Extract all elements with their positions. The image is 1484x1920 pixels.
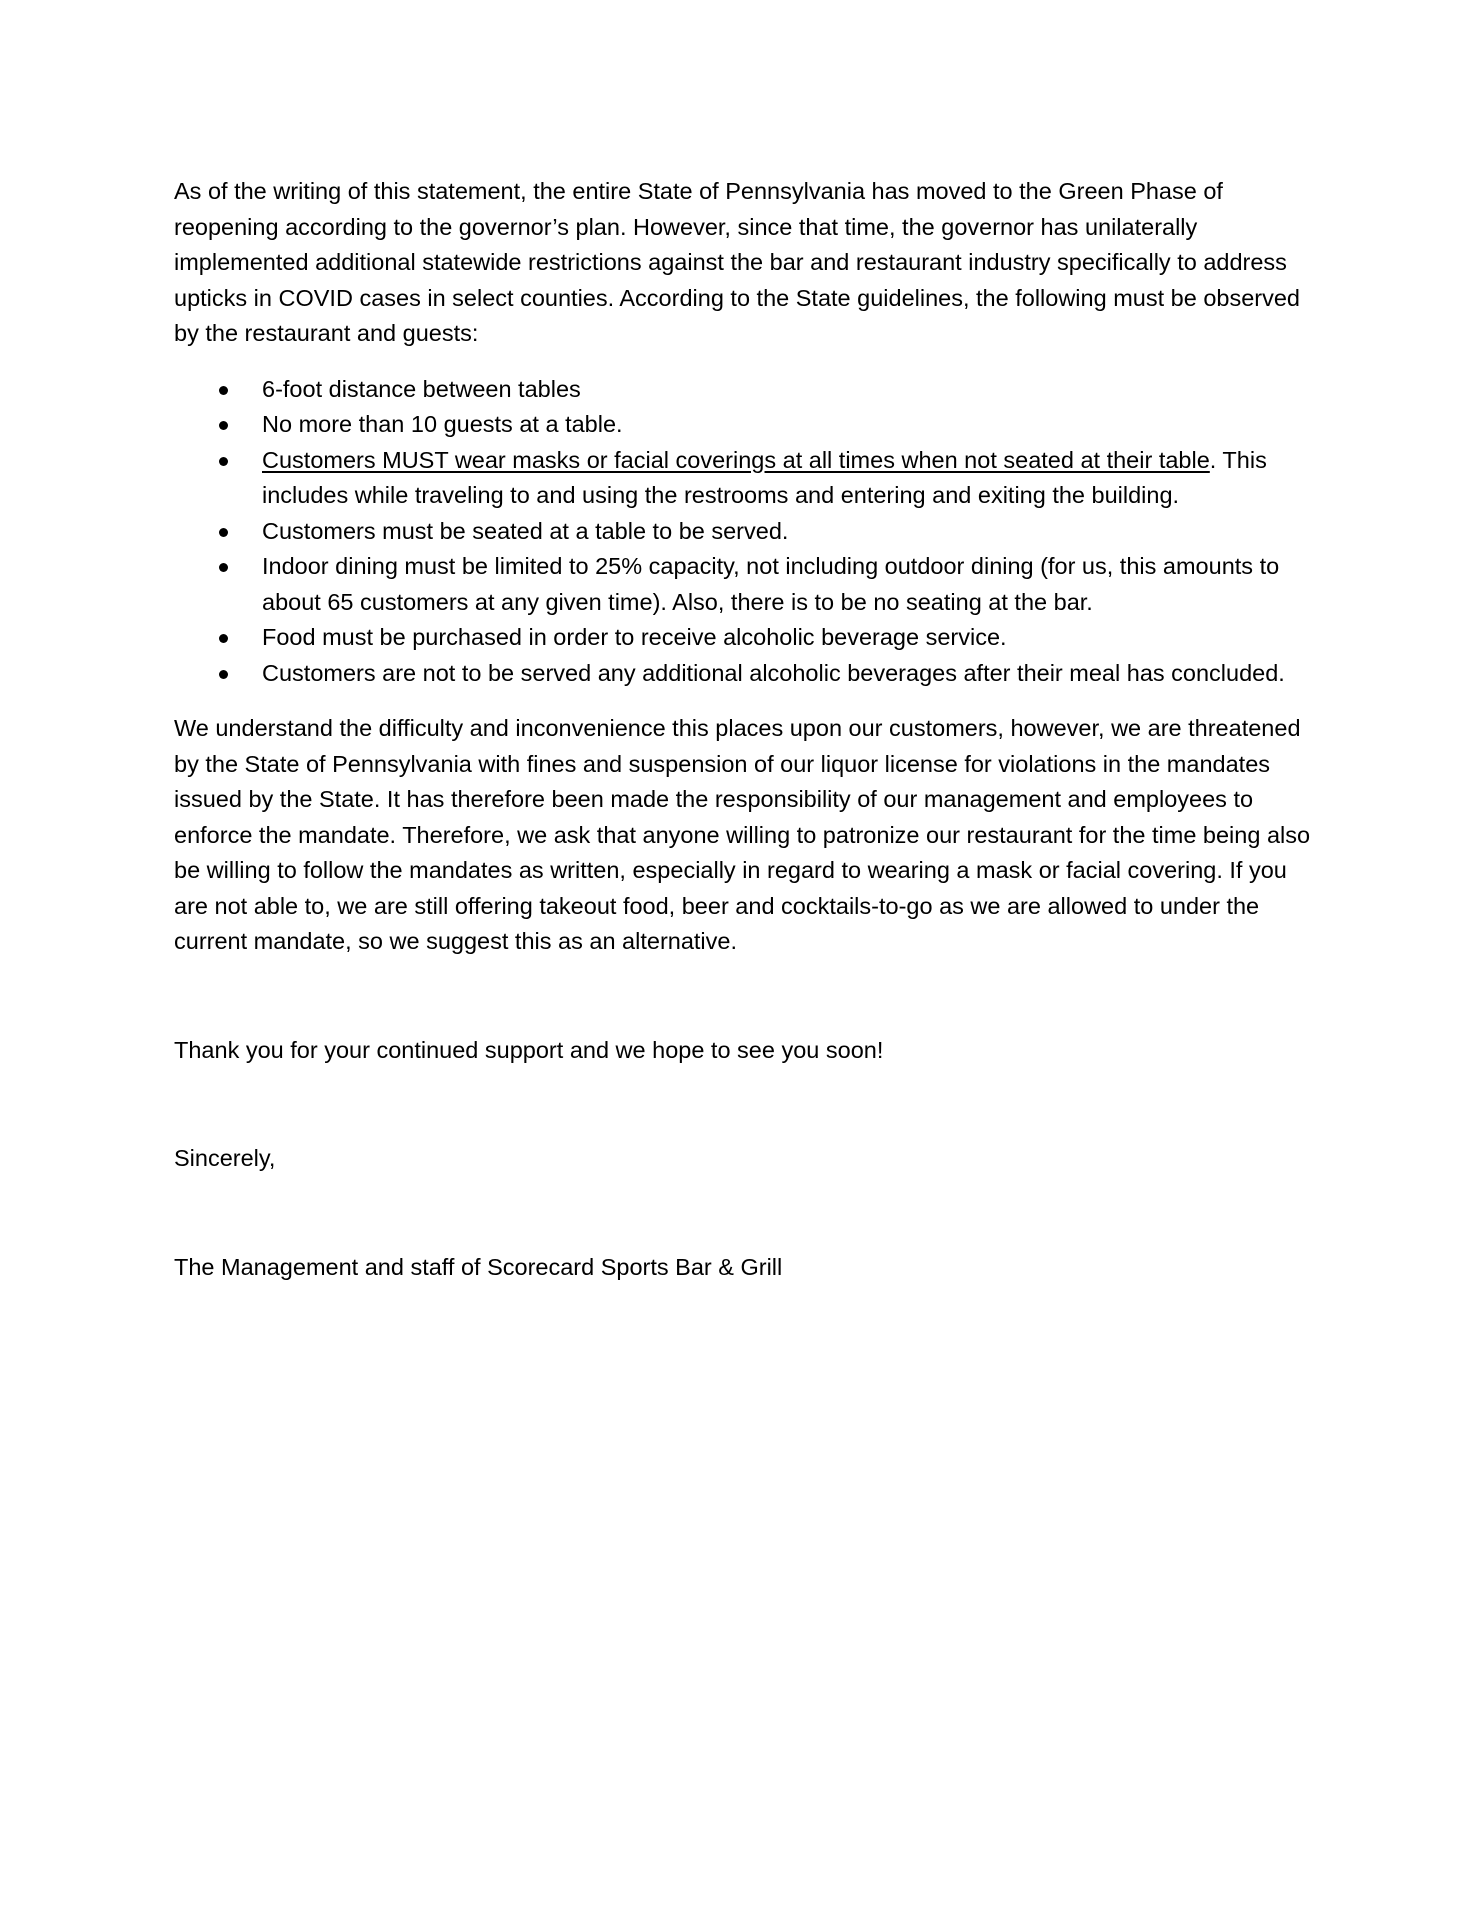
signature-line: The Management and staff of Scorecard Sports Bar & Grill	[174, 1253, 783, 1280]
bullet-icon	[219, 670, 228, 679]
intro-paragraph: As of the writing of this statement, the entire State of Pennsylvania has moved to the Green Phase of reopening according to the governor’s plan. However, since that time, the governor has unilaterally implemented additional statewide restrictions against the bar and restaurant industry specifically to address upticks in COVID cases in select counties. According to the State guidelines, the following must be observed by the restaurant and guests:	[174, 178, 1300, 346]
mask-requirement-underlined: Customers MUST wear masks or facial coverings at all times when not seated at their table	[262, 446, 1210, 473]
bullet-icon	[219, 634, 228, 643]
list-item	[174, 620, 1318, 656]
bullet-icon	[219, 386, 228, 395]
list-item-text: Customers must be seated at a table to be served.	[262, 517, 789, 544]
list-item	[174, 514, 1318, 550]
bullet-icon	[219, 528, 228, 537]
list-item-text: No more than 10 guests at a table.	[262, 411, 623, 437]
thanks-line: Thank you for your continued support and we hope to see you soon!	[174, 1036, 884, 1063]
list-item	[174, 443, 1318, 514]
list-item	[174, 549, 1318, 620]
explanation-paragraph: We understand the difficulty and inconvenience this places upon our customers, however, we are threatened by the State of Pennsylvania with fines and suspension of our liquor license for violations in the mandates issued by the State. It has therefore been made the responsibility of our management and employees to enforce the mandate. Therefore, we ask that anyone willing to patronize our restaurant for the time being also be willing to follow the mandates as written, especially in regard to wearing a mask or facial covering. If you are not able to, we are still offering takeout food, beer and cocktails-to-go as we are allowed to under the current mandate, so we suggest this as an alternative.	[174, 715, 1311, 954]
list-item	[174, 372, 1318, 408]
list-item-text: Food must be purchased in order to receive alcoholic beverage service.	[262, 624, 1007, 650]
closing-salutation: Sincerely,	[174, 1145, 276, 1171]
list-item-text: Indoor dining must be limited to 25% capacity, not including outdoor dining (for us, this amounts to about 65 customers at any given time). Also, there is to be no seating at the bar.	[262, 553, 1280, 615]
list-item-text: 6-foot distance between tables	[262, 375, 581, 402]
list-item-text: . This includes while traveling to and using the restrooms and entering and exiting the building.	[262, 446, 1267, 508]
list-item	[174, 656, 1318, 692]
bullet-icon	[219, 457, 228, 466]
list-item-text: Customers are not to be served any additional alcoholic beverages after their meal has concluded.	[262, 659, 1285, 686]
guidelines-list	[174, 372, 1318, 692]
bullet-icon	[219, 563, 228, 572]
bullet-icon	[219, 421, 228, 430]
letter-body	[174, 174, 1318, 1285]
list-item	[174, 407, 1318, 443]
